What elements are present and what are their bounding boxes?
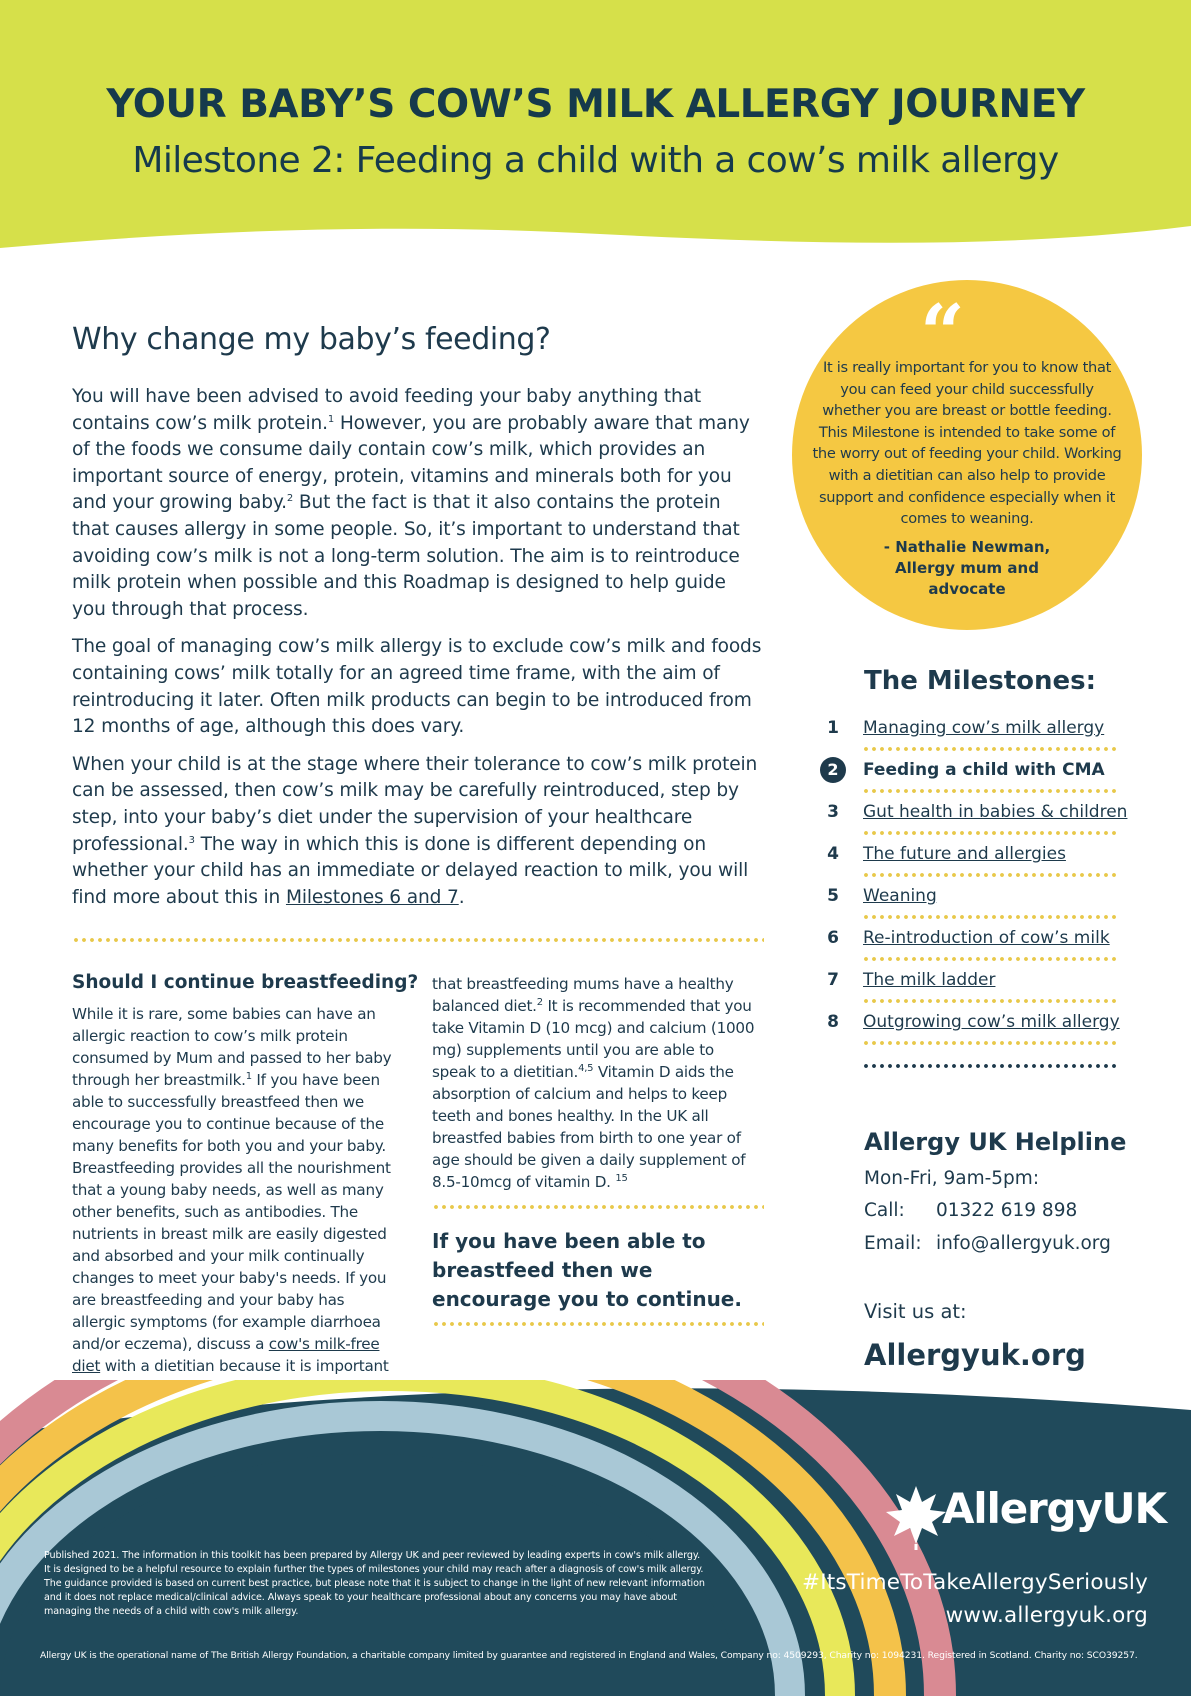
milestone-number: 1 <box>827 718 839 738</box>
why-paragraph-2: The goal of managing cow’s milk allergy is to exclude cow’s milk and foods containing cows’ milk totally for an agreed time frame, with the aim of reintroducing it later. Often milk products can begin to be introduced from 12 months of age, although this does vary. <box>72 636 762 738</box>
milestones-end-divider <box>862 1064 1118 1068</box>
milestone-link[interactable]: The milk ladder <box>863 970 996 990</box>
milestones-divider-8 <box>862 1041 1118 1045</box>
site-link[interactable]: Allergyuk.org <box>864 1338 1086 1372</box>
milestone-number: 6 <box>827 928 839 948</box>
milestone-item[interactable] <box>820 1010 1120 1052</box>
milestones-divider-4 <box>862 873 1118 877</box>
website-link[interactable]: www.allergyuk.org <box>945 1603 1148 1628</box>
milestones-divider-2 <box>862 789 1118 793</box>
milestone-item[interactable] <box>820 926 1120 968</box>
pull-quote-divider-bottom <box>432 1322 764 1326</box>
breastfeeding-column-2: that breastfeeding mums have a healthy balanced diet.$^2$ It is recommended that you take Vitamin D (10 mcg) and calcium (1000 mg) supplements until you are able to speak to a dietitian.$^{4,5}$ Vitamin D aids the absorption of calcium and helps to keep teeth and bones healthy. In the UK all breastfed babies from birth to one year of age should be given a daily supplement of 8.5-10mcg of vitamin D. $^{15}$ <box>432 975 755 1191</box>
milestone-number: 7 <box>827 970 839 990</box>
milestone-item-current <box>820 758 1120 800</box>
allergyuk-logo: AllergyUK <box>942 1484 1166 1533</box>
milestone-number: 8 <box>827 1012 839 1032</box>
milestone-link[interactable]: Outgrowing cow’s milk allergy <box>863 1012 1120 1032</box>
pull-quote-divider-top <box>432 1205 764 1209</box>
page-subtitle: Milestone 2: Feeding a child with a cow’s milk allergy <box>132 140 1059 181</box>
milestone-link[interactable]: Gut health in babies & children <box>863 802 1128 822</box>
milestone-number: 4 <box>827 844 839 864</box>
phone-number[interactable]: 01322 619 898 <box>936 1200 1078 1221</box>
call-label: Call: <box>864 1200 905 1221</box>
milestone-link[interactable]: Re-introduction of cow’s milk <box>863 928 1110 948</box>
milestone-item[interactable] <box>820 884 1120 926</box>
milestones-divider-7 <box>862 999 1118 1003</box>
milestones-divider-1 <box>862 747 1118 751</box>
quote-attribution: - Nathalie Newman, Allergy mum and advocate <box>883 538 1051 598</box>
quote-mark-icon: “ <box>920 288 965 379</box>
milestone-link[interactable]: The future and allergies <box>863 844 1066 864</box>
milestone-label: Feeding a child with CMA <box>863 760 1105 780</box>
milestone-number: 2 <box>820 757 846 783</box>
cows-milk-free-diet-link[interactable]: cow's milk-free diet <box>72 1335 380 1375</box>
helpline-hours: Mon-Fri, 9am-5pm: <box>864 1168 1040 1189</box>
milestone-item[interactable] <box>820 842 1120 884</box>
published-disclaimer: Published 2021. The information in this toolkit has been prepared by Allergy UK and peer reviewed by leading experts in cow's milk allergy. It is designed to be a helpful resource to explain further the types of milestones your child may reach after a diagnosis of cow's milk allergy. The guidance provided is based on current best practice, but please note that it is subject to change in the light of new relevant information and it does not replace medical/clinical advice. Always speak to your healthcare professional about any concerns you may have about managing the needs of a child with cow's milk allergy. <box>44 1550 705 1617</box>
why-paragraph-1: You will have been advised to avoid feeding your baby anything that contains cow’s milk protein.$^1$ However, you are probably aware that many of the foods we consume daily contain cow’s milk, which provides an important source of energy, protein, vitamins and minerals both for you and your growing baby.$^2$ But the fact is that it also contains the protein that causes allergy in some people. So, it’s important to understand that avoiding cow’s milk is not a long-term solution. The aim is to reintroduce milk protein when possible and this Roadmap is designed to help guide you through that process. <box>72 386 750 620</box>
hashtag: #ItsTimeToTakeAllergySeriously <box>802 1570 1148 1595</box>
email-link[interactable]: info@allergyuk.org <box>936 1233 1111 1254</box>
breastfeeding-column-1: While it is rare, some babies can have an allergic reaction to cow’s milk protein consumed by Mum and passed to her baby through her breastmilk.$^1$ If you have been able to successfully breastfeed then we encourage you to continue because of the many benefits for both you and your baby. Breastfeeding provides all the nourishment that a young baby needs, as well as many other benefits, such as antibodies. The nutrients in breast milk are easily digested and absorbed and your milk continually changes to meet your baby's needs. If you are breastfeeding and your baby has allergic symptoms (for example diarrhoea and/or eczema), discuss a cow's milk-free diet with a dietitian because it is important <box>72 1005 392 1375</box>
helpline-heading: Allergy UK Helpline <box>864 1128 1127 1156</box>
milestones-divider-6 <box>862 957 1118 961</box>
charity-notice: Allergy UK is the operational name of The British Allergy Foundation, a charitable company limited by guarantee and registered in England and Wales, Company no: 4509293, Charity no: 1094231. Registered in Scotland. Charity no: SCO39257. <box>40 1650 1138 1661</box>
email-label: Email: <box>864 1233 922 1254</box>
milestone-link[interactable]: Weaning <box>863 886 937 906</box>
milestones-divider-5 <box>862 915 1118 919</box>
breastfeeding-heading: Should I continue breastfeeding? <box>72 972 419 993</box>
milestones-6-7-link[interactable]: Milestones 6 and 7 <box>285 886 459 908</box>
quote-text: It is really important for you to know that you can feed your child successfully whether you are breast or bottle feeding. This Milestone is intended to take some of the worry out of feeding your child. Working with a dietitian can also help to provide support and confidence especially when it comes to weaning. <box>812 359 1122 528</box>
milestone-item[interactable] <box>820 800 1128 842</box>
milestone-link[interactable]: Managing cow’s milk allergy <box>863 718 1105 738</box>
why-paragraph-3: When your child is at the stage where their tolerance to cow’s milk protein can be assessed, then cow’s milk may be carefully reintroduced, step by step, into your baby’s diet under the supervision of your healthcare professional.$^3$ The way in which this is done is different depending on whether your child has an immediate or delayed reaction to milk, you will find more about this in Milestones 6 and 7. <box>72 753 758 908</box>
section-divider <box>72 938 764 942</box>
milestone-number: 5 <box>827 886 839 906</box>
milestones-divider-3 <box>862 831 1118 835</box>
pull-quote: If you have been able to breastfeed then we encourage you to continue. <box>432 1229 742 1311</box>
milestone-number: 3 <box>827 802 839 822</box>
milestone-item[interactable] <box>820 968 1120 1010</box>
milestone-item[interactable] <box>820 716 1120 758</box>
page-title: YOUR BABY’S COW’S MILK ALLERGY JOURNEY <box>106 82 1085 127</box>
header-band <box>0 0 1191 260</box>
why-heading: Why change my baby’s feeding? <box>72 322 551 357</box>
milestones-heading: The Milestones: <box>864 666 1097 696</box>
visit-label: Visit us at: <box>864 1300 967 1323</box>
why-body <box>72 384 762 922</box>
